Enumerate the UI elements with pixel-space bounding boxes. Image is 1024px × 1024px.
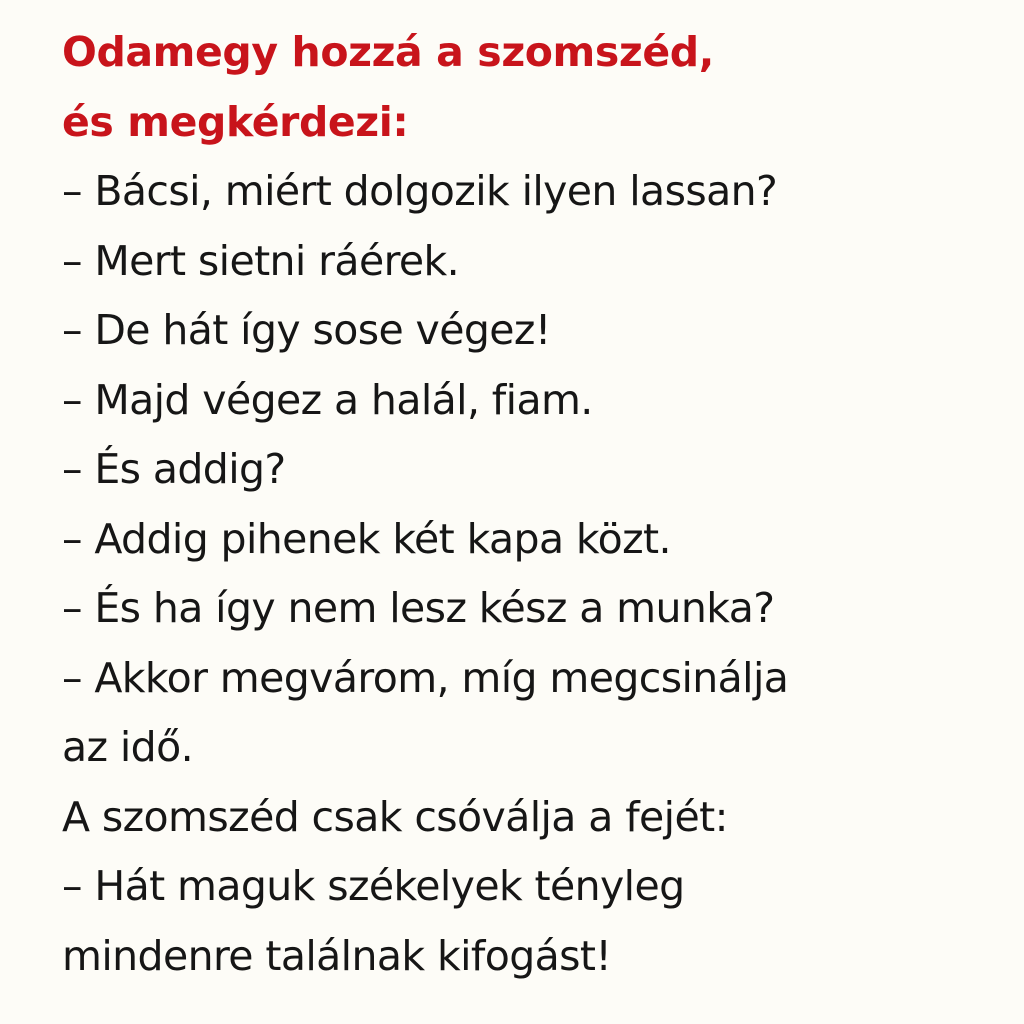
dialogue-line: – És addig? <box>62 445 286 493</box>
dialogue-line: – Hát maguk székelyek tényleg <box>62 862 685 910</box>
dialogue-line: – Bácsi, miért dolgozik ilyen lassan? <box>62 167 778 215</box>
dialogue-line: – Addig pihenek két kapa közt. <box>62 514 671 563</box>
dialogue-line: – Majd végez a halál, fiam. <box>62 375 593 424</box>
intro-line-1: Odamegy hozzá a szomszéd, <box>62 28 714 76</box>
dialogue-line: mindenre találnak kifogást! <box>62 931 612 980</box>
dialogue-line: az idő. <box>62 723 194 771</box>
dialogue-line: – Mert sietni ráérek. <box>62 236 460 285</box>
dialogue-line: – Akkor megvárom, míg megcsinálja <box>62 653 789 702</box>
narration-line: A szomszéd csak csóválja a fejét: <box>62 792 728 841</box>
joke-text <box>62 18 984 991</box>
intro-line-2: és megkérdezi: <box>62 97 409 146</box>
dialogue-line: – És ha így nem lesz kész a munka? <box>62 584 775 632</box>
dialogue-line: – De hát így sose végez! <box>62 306 551 354</box>
